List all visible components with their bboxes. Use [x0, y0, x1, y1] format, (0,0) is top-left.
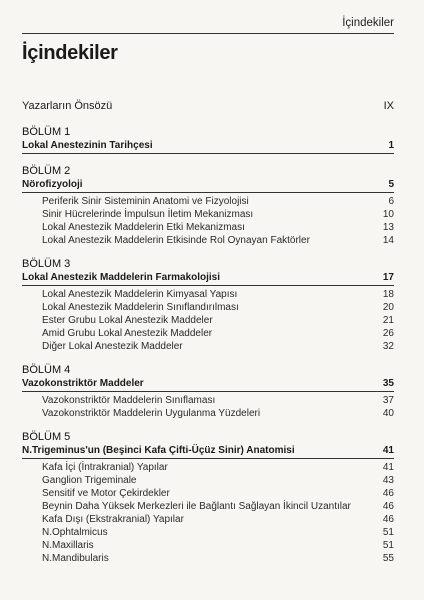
entry-page: 43 — [382, 475, 394, 486]
entry-title: Amid Grubu Lokal Anestezik Maddeler — [42, 328, 213, 339]
toc-entry[interactable] — [22, 526, 394, 539]
toc-entry[interactable] — [22, 221, 394, 234]
chapter-entry[interactable] — [22, 377, 394, 392]
toc-entry[interactable] — [22, 327, 394, 340]
toc-preface[interactable] — [22, 100, 394, 113]
toc-entry[interactable] — [22, 513, 394, 526]
chapter-title: Vazokonstriktör Maddeler — [22, 378, 144, 389]
entry-page: 37 — [382, 395, 394, 406]
section-label: BÖLÜM 5 — [22, 431, 71, 443]
entry-title: Sinir Hücrelerinde İmpulsun İletim Mekanizması — [42, 209, 254, 220]
toc-entry[interactable] — [22, 314, 394, 327]
entry-page: 18 — [382, 289, 394, 300]
entry-page: 55 — [382, 553, 394, 564]
chapter-entry[interactable] — [22, 178, 394, 193]
chapter-page: 35 — [382, 378, 394, 389]
entry-title: Kafa Dışı (Ekstrakranial) Yapılar — [42, 514, 184, 525]
section-label: BÖLÜM 3 — [22, 258, 71, 270]
entry-page: 40 — [382, 408, 394, 419]
entry-page: 13 — [382, 222, 394, 233]
toc-section — [22, 430, 394, 565]
entry-title: Lokal Anestezik Maddelerin Kimyasal Yapısı — [42, 289, 238, 300]
entry-page: 46 — [382, 514, 394, 525]
chapter-title: Lokal Anestezik Maddelerin Farmakolojisi — [22, 272, 221, 283]
toc-entry[interactable] — [22, 195, 394, 208]
toc-entry[interactable] — [22, 394, 394, 407]
entry-page: 51 — [382, 527, 394, 538]
preface-title: Yazarların Önsözü — [22, 100, 113, 112]
preface-page: IX — [383, 100, 394, 112]
chapter-page: 1 — [388, 140, 394, 151]
toc-entry[interactable] — [22, 340, 394, 353]
chapter-entry[interactable] — [22, 271, 394, 286]
entry-title: Vazokonstriktör Maddelerin Sınıflaması — [42, 395, 216, 406]
entry-page: 51 — [382, 540, 394, 551]
entry-title: Sensitif ve Motor Çekirdekler — [42, 488, 170, 499]
chapter-page: 41 — [382, 445, 394, 456]
chapter-title: Nörofizyoloji — [22, 179, 83, 190]
entry-page: 10 — [382, 209, 394, 220]
toc-sections — [22, 125, 394, 565]
page-title: İçindekiler — [22, 42, 118, 64]
toc-entry[interactable] — [22, 461, 394, 474]
chapter-title: Lokal Anestezinin Tarihçesi — [22, 140, 153, 151]
entry-title: Ganglion Trigeminale — [42, 475, 137, 486]
entry-page: 46 — [382, 488, 394, 499]
entry-page: 46 — [382, 501, 394, 512]
running-head: İçindekiler — [342, 17, 394, 29]
entry-page: 32 — [382, 341, 394, 352]
entry-page: 6 — [388, 196, 394, 207]
toc-section — [22, 257, 394, 353]
entry-page: 20 — [382, 302, 394, 313]
chapter-page: 5 — [388, 179, 394, 190]
entry-title: N.Ophtalmicus — [42, 527, 108, 538]
toc-entry[interactable] — [22, 288, 394, 301]
toc-entry[interactable] — [22, 474, 394, 487]
section-label: BÖLÜM 4 — [22, 364, 71, 376]
entry-title: Lokal Anestezik Maddelerin Etkisinde Rol Oynayan Faktörler — [42, 235, 310, 246]
entry-title: Ester Grubu Lokal Anestezik Maddeler — [42, 315, 213, 326]
entry-title: N.Mandibularis — [42, 553, 109, 564]
entry-title: Lokal Anestezik Maddelerin Etki Mekanizması — [42, 222, 245, 233]
entry-page: 41 — [382, 462, 394, 473]
toc-section — [22, 363, 394, 420]
chapter-entry[interactable] — [22, 444, 394, 459]
entry-page: 21 — [382, 315, 394, 326]
chapter-entry[interactable] — [22, 139, 394, 154]
toc-entry[interactable] — [22, 552, 394, 565]
toc-entry[interactable] — [22, 407, 394, 420]
toc-entry[interactable] — [22, 234, 394, 247]
toc-entry[interactable] — [22, 500, 394, 513]
entry-title: Diğer Lokal Anestezik Maddeler — [42, 341, 183, 352]
entry-title: Kafa İçi (İntrakranial) Yapılar — [42, 462, 168, 473]
header-rule — [22, 33, 394, 34]
toc-entry[interactable] — [22, 487, 394, 500]
toc-section — [22, 125, 394, 154]
toc-entry[interactable] — [22, 301, 394, 314]
entry-title: Periferik Sinir Sisteminin Anatomi ve Fizyolojisi — [42, 196, 249, 207]
toc-content — [22, 100, 394, 575]
toc-entry[interactable] — [22, 539, 394, 552]
toc-section — [22, 164, 394, 247]
chapter-page: 17 — [382, 272, 394, 283]
entry-title: Lokal Anestezik Maddelerin Sınıflandırılması — [42, 302, 239, 313]
entry-page: 14 — [382, 235, 394, 246]
chapter-title: N.Trigeminus'un (Beşinci Kafa Çifti-Üçüz Sinir) Anatomisi — [22, 445, 295, 456]
entry-title: Beynin Daha Yüksek Merkezleri ile Bağlantı Sağlayan İkincil Uzantılar — [42, 501, 351, 512]
section-label: BÖLÜM 1 — [22, 126, 71, 138]
entry-title: N.Maxillaris — [42, 540, 94, 551]
toc-entry[interactable] — [22, 208, 394, 221]
entry-page: 26 — [382, 328, 394, 339]
section-label: BÖLÜM 2 — [22, 165, 71, 177]
entry-title: Vazokonstriktör Maddelerin Uygulanma Yüzdeleri — [42, 408, 261, 419]
